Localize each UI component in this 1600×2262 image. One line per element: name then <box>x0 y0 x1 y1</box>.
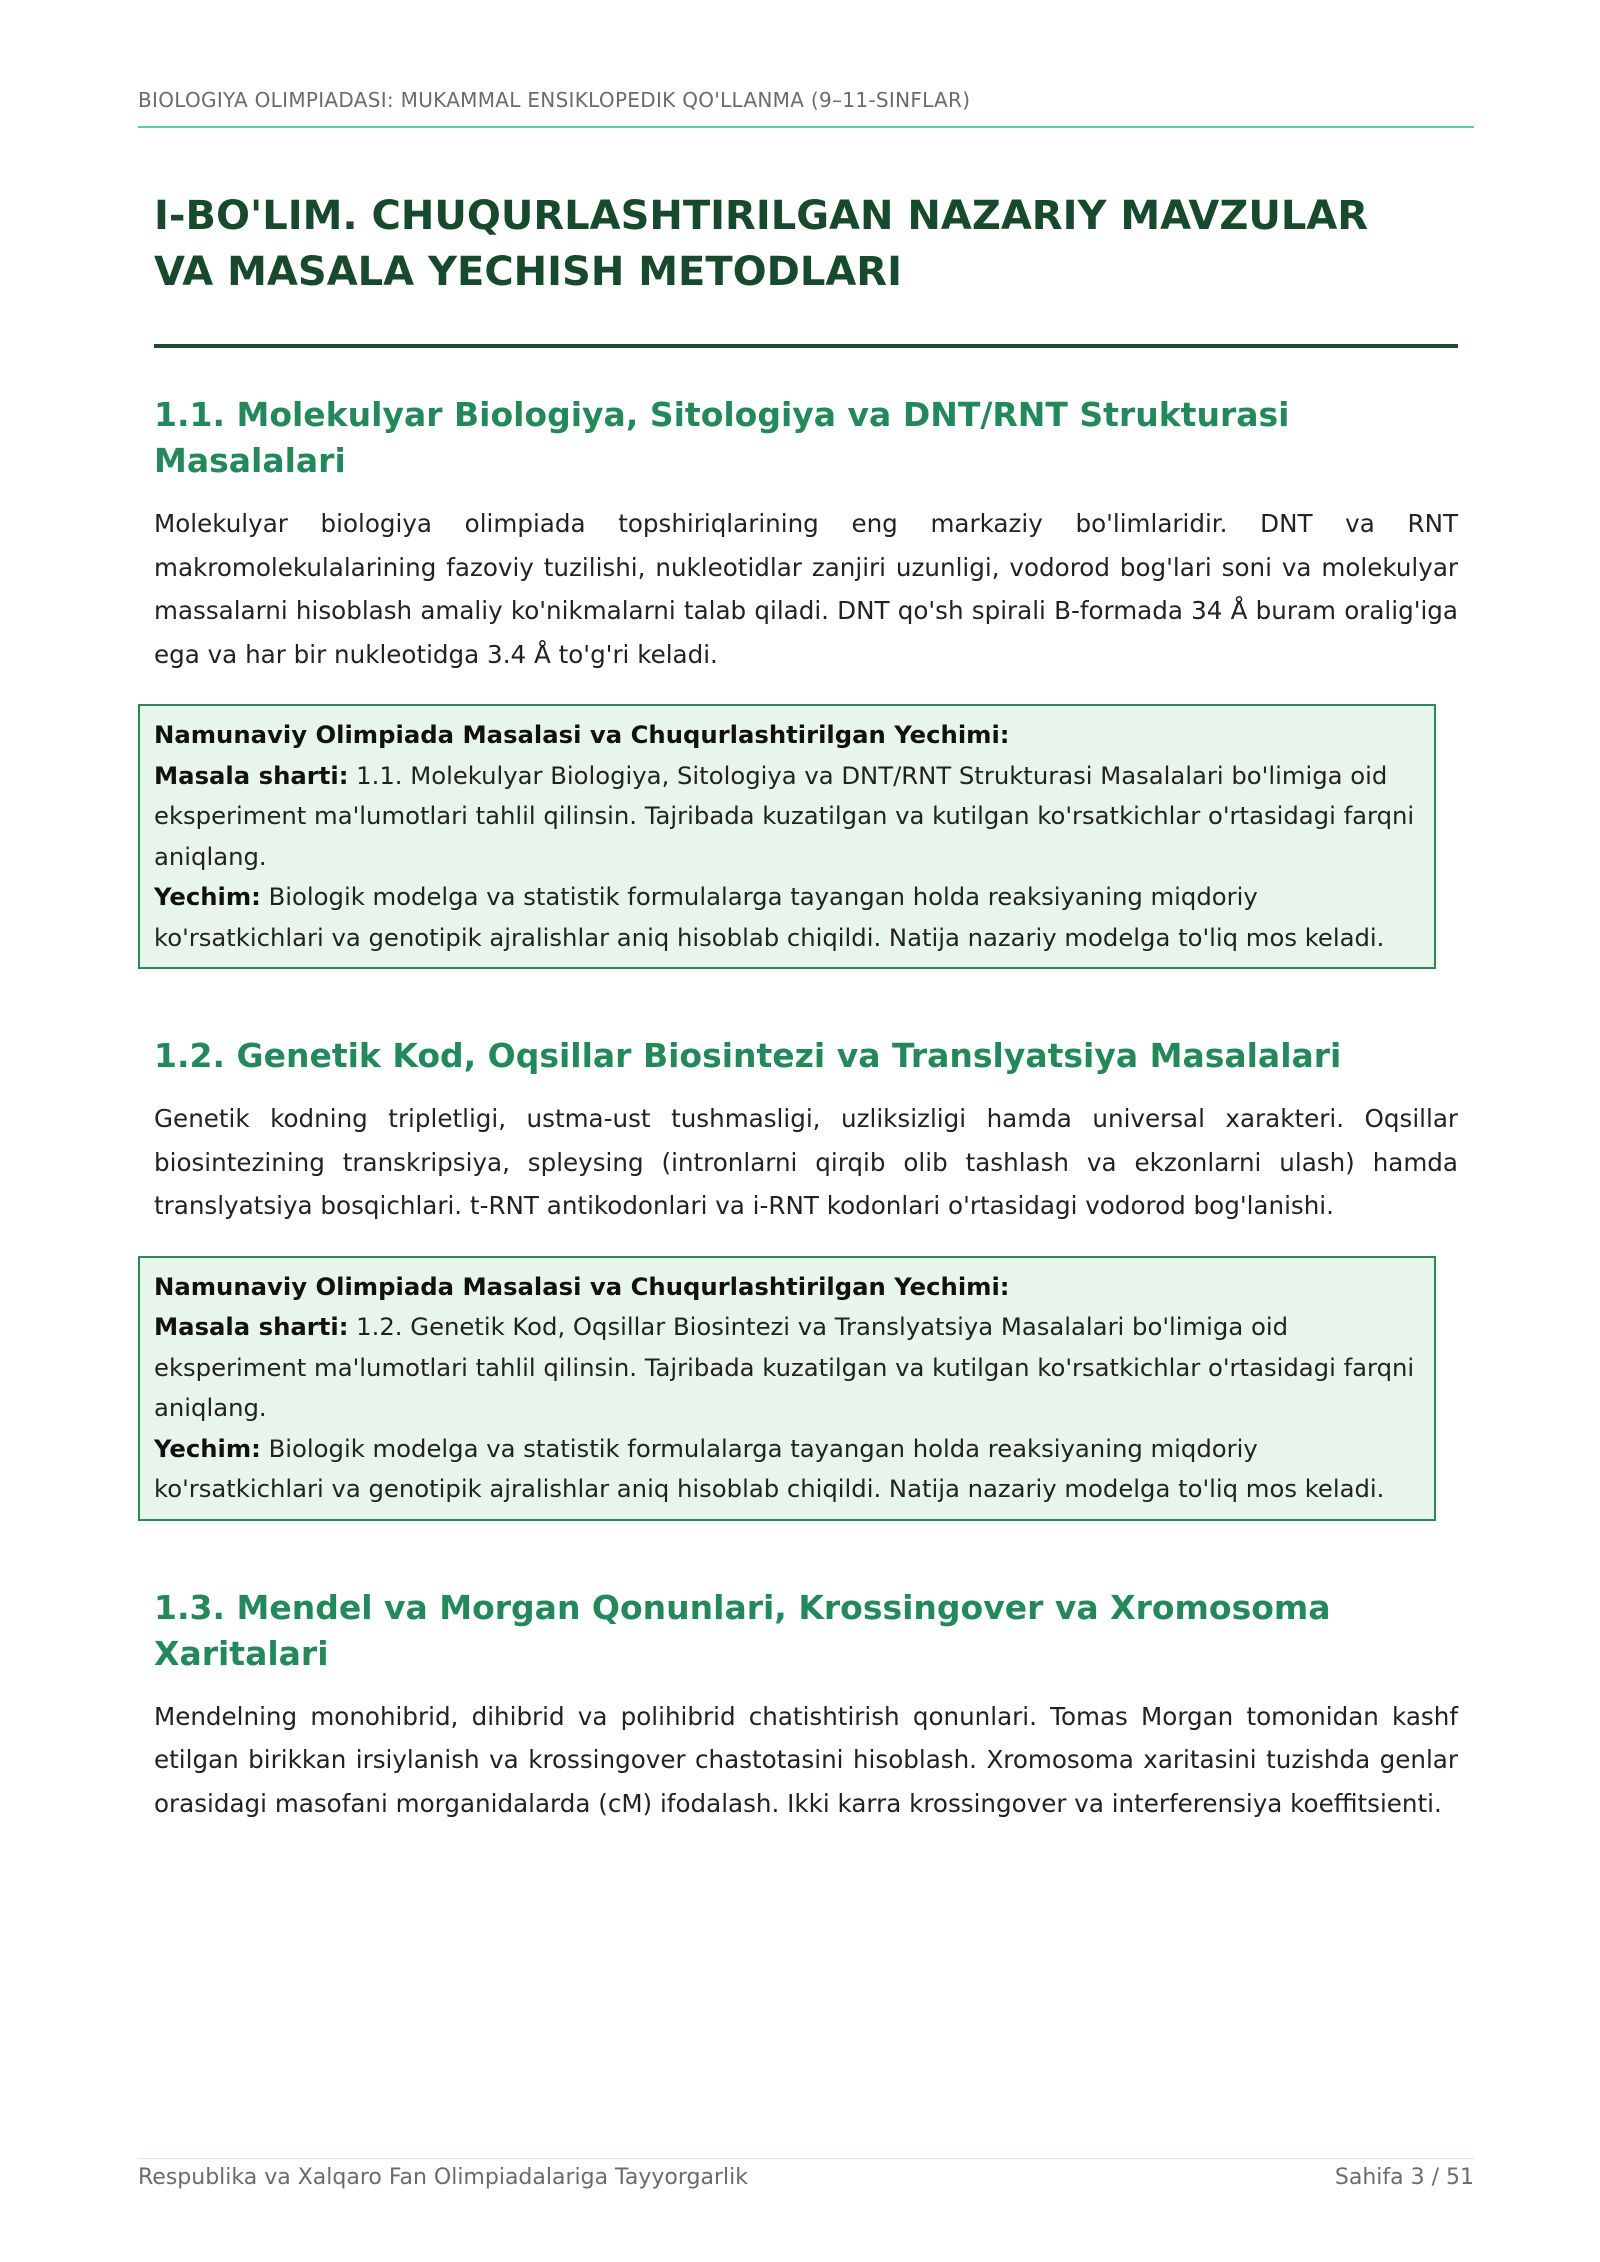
example-box-title: Namunaviy Olimpiada Masalasi va Chuqurlashtirilgan Yechimi: <box>154 1271 1010 1301</box>
section-1-2-paragraph: Genetik kodning tripletligi, ustma-ust tushmasligi, uzliksizligi hamda universal xarakteri. Oqsillar biosintezining transkripsiya, spleysing (intronlarni qirqib olib tashlash va ekzonlarni ulash) hamda translyatsiya bosqichlari. t-RNT antikodonlari va i-RNT kodonlari o'rtasidagi vodorod bog'lanishi. <box>154 1104 1458 1220</box>
footer-divider <box>138 2158 1474 2159</box>
example-box-title: Namunaviy Olimpiada Masalasi va Chuqurlashtirilgan Yechimi: <box>154 720 1010 749</box>
page-content <box>154 188 1458 1825</box>
section-1-1-title-line-1: 1.1. Molekulyar Biologiya, Sitologiya va DNT/RNT Strukturasi <box>154 395 1290 434</box>
problem-condition <box>154 756 1420 878</box>
running-header: BIOLOGIYA OLIMPIADASI: MUKAMMAL ENSIKLOPEDIK QO'LLANMA (9–11-SINFLAR) <box>138 88 971 112</box>
section-1-3-title-line-1: 1.3. Mendel va Morgan Qonunlari, Krossingover va Xromosoma <box>154 1587 1331 1627</box>
footer-title: Respublika va Xalqaro Fan Olimpiadalariga Tayyorgarlik <box>138 2165 748 2190</box>
problem-condition <box>154 1307 1420 1429</box>
header-divider <box>138 126 1474 128</box>
section-1-2-title <box>154 1033 1458 1079</box>
condition-text: 1.2. Genetik Kod, Oqsillar Biosintezi va Translyatsiya Masalalari bo'limiga oid eksperiment ma'lumotlari tahlil qilinsin. Tajribada kuzatilgan va kutilgan ko'rsatkichlar o'rtasidagi farqni aniqlang. <box>154 1312 1415 1422</box>
solution-label: Yechim: <box>154 1433 261 1463</box>
part-title-line-1: I-BO'LIM. CHUQURLASHTIRILGAN NAZARIY MAVZULAR <box>154 193 1369 239</box>
section-1-3-paragraph: Mendelning monohibrid, dihibrid va polihibrid chatishtirish qonunlari. Tomas Morgan tomonidan kashf etilgan birikkan irsiylanish va krossingover chastotasini hisoblash. Xromosoma xaritasini tuzishda genlar orasidagi masofani morganidalarda (cM) ifodalash. Ikki karra krossingover va interferensiya koeffitsienti. <box>154 1701 1458 1818</box>
solution-label: Yechim: <box>154 882 261 911</box>
page-footer <box>138 2158 1474 2190</box>
condition-label: Masala sharti: <box>154 1312 349 1341</box>
solution-text: Biologik modelga va statistik formulalarga tayangan holda reaksiyaning miqdoriy ko'rsatkichlari va genotipik ajralishlar aniq hisoblab chiqildi. Natija nazariy modelga to'liq mos keladi. <box>154 1433 1385 1503</box>
example-problem-box-1-2 <box>138 1256 1436 1521</box>
problem-solution <box>154 1429 1420 1510</box>
example-problem-box-1-1 <box>138 704 1436 969</box>
section-1-3-title-line-2: Xaritalari <box>154 1633 329 1673</box>
section-1-1-paragraph: Molekulyar biologiya olimpiada topshiriqlarining eng markaziy bo'limlaridir. DNT va RNT makromolekulalarining fazoviy tuzilishi, nukleotidlar zanjiri uzunligi, vodorod bog'lari soni va molekulyar massalarni hisoblash amaliy ko'nikmalarni talab qiladi. DNT qo'sh spirali B-formada 34 Å buram oralig'iga ega va har bir nukleotidga 3.4 Å to'g'ri keladi. <box>154 509 1458 669</box>
page-number: Sahifa 3 / 51 <box>1334 2165 1474 2190</box>
part-title-line-2: VA MASALA YECHISH METODLARI <box>154 249 902 295</box>
part-divider <box>154 344 1458 348</box>
problem-solution <box>154 877 1420 958</box>
section-1-2-title-line-1: 1.2. Genetik Kod, Oqsillar Biosintezi va Translyatsiya Masalalari <box>154 1036 1342 1075</box>
part-title <box>154 188 1458 300</box>
solution-text: Biologik modelga va statistik formulalarga tayangan holda reaksiyaning miqdoriy ko'rsatkichlari va genotipik ajralishlar aniq hisoblab chiqildi. Natija nazariy modelga to'liq mos keladi. <box>154 882 1385 952</box>
section-1-1-title-line-2: Masalalari <box>154 441 346 480</box>
section-1-1-title <box>154 392 1458 484</box>
condition-text: 1.1. Molekulyar Biologiya, Sitologiya va DNT/RNT Strukturasi Masalalari bo'limiga oid eksperiment ma'lumotlari tahlil qilinsin. Tajribada kuzatilgan va kutilgan ko'rsatkichlar o'rtasidagi farqni aniqlang. <box>154 760 1415 871</box>
section-1-3-title <box>154 1585 1458 1677</box>
condition-label: Masala sharti: <box>154 760 349 790</box>
